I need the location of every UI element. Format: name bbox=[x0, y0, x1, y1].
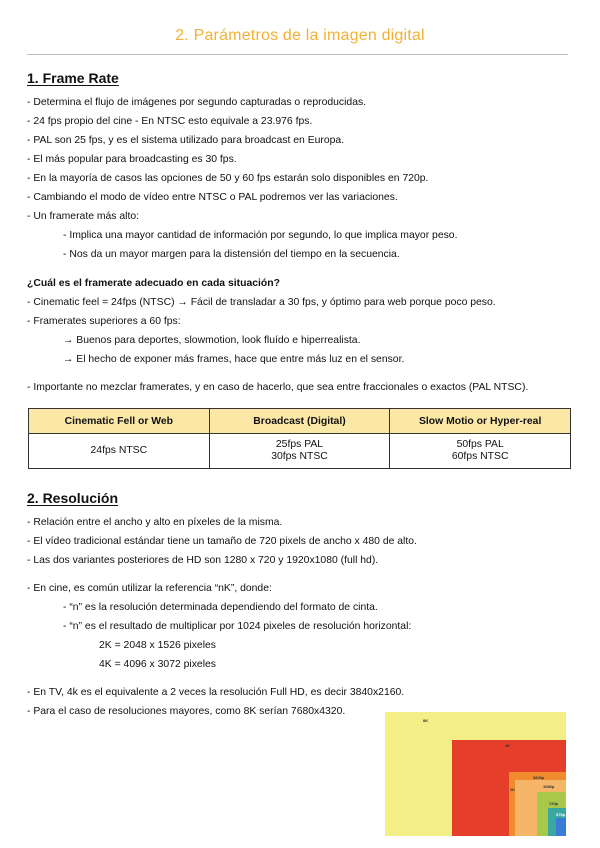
table-header: Broadcast (Digital) bbox=[209, 409, 390, 434]
cinema-sub-bullet: - “n” es la resolución determinada dependiendo del formato de cinta. bbox=[63, 602, 378, 613]
res-576p-rect bbox=[556, 818, 566, 836]
cell-line: 25fps PAL bbox=[275, 439, 324, 450]
res-label-4k: 4K bbox=[505, 743, 511, 748]
tv-bullet: - Para el caso de resoluciones mayores, como 8K serían 7680x4320. bbox=[27, 706, 346, 717]
framerate-bullet: - Cinematic feel = 24fps (NTSC) → Fácil de transladar a 30 fps, y óptimo para web porque poco peso. bbox=[27, 297, 496, 308]
tv-bullet: - En TV, 4k es el equivalente a 2 veces la resolución Full HD, es decir 3840x2160. bbox=[27, 687, 405, 698]
framerate-note: - Importante no mezclar framerates, y en caso de hacerlo, que sea entre fraccionales o exactos (PAL NTSC). bbox=[27, 382, 529, 393]
framerate-table bbox=[28, 408, 571, 469]
cell-line: 50fps PAL bbox=[456, 439, 504, 450]
frame-rate-bullet: - En la mayoría de casos las opciones de 50 y 60 fps estarán solo disponibles en 720p. bbox=[27, 173, 429, 184]
table-header: Slow Motio or Hyper-real bbox=[390, 409, 571, 434]
table-header: Cinematic Fell or Web bbox=[29, 409, 210, 434]
cell-line: 24fps NTSC bbox=[90, 445, 148, 456]
res-label-720p: 720p bbox=[549, 801, 559, 806]
frame-rate-bullet: - El más popular para broadcasting es 30 fps. bbox=[27, 154, 237, 165]
cell-line: 30fps NTSC bbox=[271, 451, 328, 462]
resolution-comparison-figure bbox=[385, 712, 566, 836]
res-label-576p: 576p bbox=[556, 812, 566, 817]
cinema-sub-bullet: - “n” es el resultado de multiplicar por 1024 pixeles de resolución horizontal: bbox=[63, 621, 412, 632]
framerate-bullet: - Framerates superiores a 60 fps: bbox=[27, 316, 181, 327]
title-divider bbox=[27, 54, 568, 55]
frame-rate-bullet: - Un framerate más alto: bbox=[27, 211, 140, 222]
frame-rate-heading: 1. Frame Rate bbox=[27, 70, 119, 86]
res-label-1080p: 1080p bbox=[543, 784, 555, 789]
table-cell bbox=[209, 434, 390, 469]
resolution-bullet: - Las dos variantes posteriores de HD son 1280 x 720 y 1920x1080 (full hd). bbox=[27, 555, 379, 566]
resolution-bullet: - El vídeo tradicional estándar tiene un tamaño de 720 pixels de ancho x 480 de alto. bbox=[27, 536, 417, 547]
framerate-question: ¿Cuál es el framerate adecuado en cada situación? bbox=[27, 278, 280, 289]
framerate-arrow-item: → El hecho de exponer más frames, hace que entre más luz en el sensor. bbox=[63, 354, 405, 365]
cell-line: 60fps NTSC bbox=[451, 451, 509, 462]
resolution-bullet: - Relación entre el ancho y alto en píxeles de la misma. bbox=[27, 517, 283, 528]
res-label-8k: 8K bbox=[423, 718, 429, 723]
table-cell bbox=[29, 434, 210, 469]
res-label-3840p: 3840p bbox=[533, 775, 545, 780]
frame-rate-sub-bullet: - Implica una mayor cantidad de información por segundo, lo que implica mayor peso. bbox=[63, 230, 458, 241]
resolution-example: 2K = 2048 x 1526 pixeles bbox=[99, 640, 216, 651]
framerate-arrow-item: → Buenos para deportes, slowmotion, look fluído e hiperrealista. bbox=[63, 335, 361, 346]
frame-rate-bullet: - 24 fps propio del cine - En NTSC esto equivale a 23.976 fps. bbox=[27, 116, 313, 127]
frame-rate-bullet: - Determina el flujo de imágenes por segundo capturadas o reproducidas. bbox=[27, 97, 367, 108]
res-label-2k: 2K bbox=[510, 787, 516, 792]
cinema-intro: - En cine, es común utilizar la referencia “nK”, donde: bbox=[27, 583, 272, 594]
resolution-heading: 2. Resolución bbox=[27, 490, 119, 506]
table-header-row bbox=[29, 409, 571, 434]
frame-rate-sub-bullet: - Nos da un mayor margen para la distensión del tiempo en la secuencia. bbox=[63, 249, 400, 260]
page-title: 2. Parámetros de la imagen digital bbox=[175, 27, 425, 44]
frame-rate-bullet: - PAL son 25 fps, y es el sistema utilizado para broadcast en Europa. bbox=[27, 135, 345, 146]
table-cell bbox=[390, 434, 571, 469]
resolution-example: 4K = 4096 x 3072 pixeles bbox=[99, 659, 216, 670]
table-row bbox=[29, 434, 571, 469]
frame-rate-bullet: - Cambiando el modo de vídeo entre NTSC o PAL podremos ver las variaciones. bbox=[27, 192, 398, 203]
